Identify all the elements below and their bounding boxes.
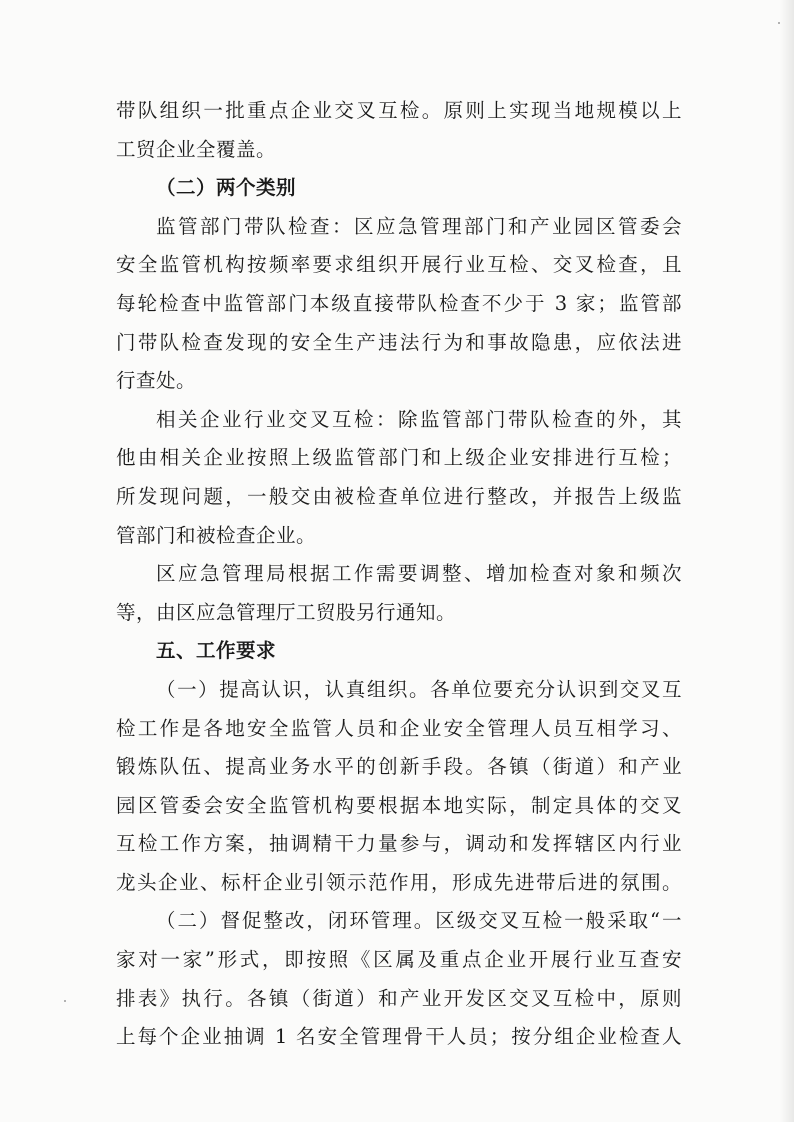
section-subheading: （二）两个类别 (156, 176, 297, 200)
body-line: 所发现问题，一般交由被检查单位进行整改，并报告上级监 (116, 484, 682, 508)
body-line: 门带队检查发现的安全生产违法行为和事故隐患，应依法进 (116, 330, 682, 354)
body-line: 每轮检查中监管部门本级直接带队检查不少于 3 家；监管部 (116, 291, 682, 315)
body-line: 上每个企业抽调 1 名安全管理骨干人员；按分组企业检查人 (116, 1025, 682, 1049)
body-line: （二）督促整改，闭环管理。区级交叉互检一般采取“一 (156, 909, 682, 933)
body-line: 等，由区应急管理厅工贸股另行通知。 (116, 600, 457, 624)
body-line: 检工作是各地安全监管人员和企业安全管理人员互相学习、 (116, 716, 682, 740)
body-line: 监管部门带队检查：区应急管理部门和产业园区管委会 (156, 214, 682, 238)
body-line: 排表》执行。各镇（街道）和产业开发区交叉互检中，原则 (116, 986, 682, 1010)
body-line: 工贸企业全覆盖。 (116, 137, 277, 161)
body-line: （一）提高认识，认真组织。各单位要充分认识到交叉互 (156, 677, 682, 701)
body-line: 行查处。 (116, 369, 197, 393)
scan-speck (778, 22, 780, 24)
body-line: 区应急管理局根据工作需要调整、增加检查对象和频次 (156, 562, 682, 586)
body-line: 带队组织一批重点企业交叉互检。原则上实现当地规模以上 (116, 99, 682, 122)
document-body (116, 92, 682, 1057)
body-line: 互检工作方案，抽调精干力量参与，调动和发挥辖区内行业 (116, 832, 682, 856)
body-line: 锻炼队伍、提高业务水平的创新手段。各镇（街道）和产业 (116, 755, 682, 779)
body-line: 龙头企业、标杆企业引领示范作用，形成先进带后进的氛围。 (116, 870, 682, 894)
body-line: 他由相关企业按照上级监管部门和上级企业安排进行互检； (116, 446, 682, 470)
scan-speck (64, 1000, 66, 1002)
body-line: 家对一家”形式，即按照《区属及重点企业开展行业互查安 (116, 948, 682, 972)
body-line: 园区管委会安全监管机构要根据本地实际，制定具体的交叉 (116, 793, 682, 817)
scan-edge-shadow (780, 0, 794, 1122)
section-heading: 五、工作要求 (156, 639, 277, 663)
body-line: 相关企业行业交叉互检：除监管部门带队检查的外，其 (156, 407, 682, 431)
body-line: 管部门和被检查企业。 (116, 523, 317, 547)
body-line: 安全监管机构按频率要求组织开展行业互检、交叉检查，且 (116, 253, 682, 277)
